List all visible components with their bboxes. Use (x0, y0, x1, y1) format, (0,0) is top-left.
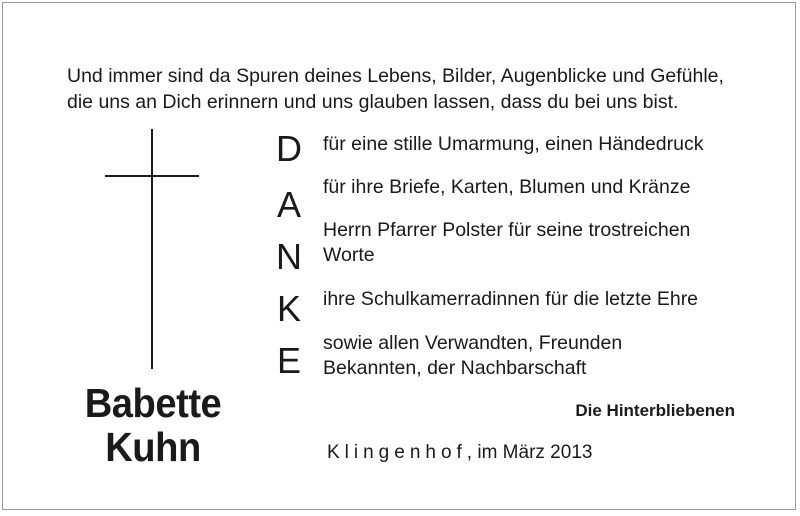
signature: Die Hinterbliebenen (575, 401, 735, 420)
danke-letter-n: N (276, 236, 302, 277)
danke-letter-a: A (276, 184, 301, 225)
intro-text (67, 63, 724, 115)
obituary-card (2, 2, 796, 510)
deceased-name (51, 381, 256, 469)
thanks-item-line: für ihre Briefe, Karten, Blumen und Kränze (323, 176, 691, 198)
last-name: Kuhn (105, 424, 201, 470)
thanks-item-line: Herrn Pfarrer Polster für seine trostreichen (323, 219, 691, 241)
intro-line-1: Und immer sind da Spuren deines Lebens, Bilder, Augenblicke und Gefühle, (67, 65, 724, 87)
date-text: , im März 2013 (466, 442, 593, 463)
thanks-item-schoolmates (323, 287, 698, 312)
cross-icon-vertical (151, 129, 153, 369)
thanks-item-line: für eine stille Umarmung, einen Händedruck (323, 133, 704, 155)
place-date (327, 442, 592, 464)
thanks-item-relatives (323, 331, 622, 381)
thanks-item-letters (323, 175, 690, 200)
cross-icon-horizontal (105, 175, 199, 177)
thanks-item-line: sowie allen Verwandten, Freunden (323, 332, 623, 354)
thanks-item-line-2: Bekannten, der Nachbarschaft (323, 357, 587, 379)
danke-letter-k: K (276, 288, 301, 329)
first-name: Babette (84, 380, 222, 426)
intro-line-2: die uns an Dich erinnern und uns glauben lassen, dass du bei uns bist. (67, 91, 679, 113)
danke-letter-e: E (276, 340, 301, 381)
thanks-item-embrace (323, 132, 703, 157)
thanks-item-pastor (323, 218, 690, 268)
danke-letter-d: D (276, 128, 302, 169)
place-name: Klingenhof (327, 442, 467, 463)
thanks-item-line: ihre Schulkamerradinnen für die letzte Ehre (323, 288, 699, 310)
thanks-item-line-2: Worte (323, 244, 375, 266)
